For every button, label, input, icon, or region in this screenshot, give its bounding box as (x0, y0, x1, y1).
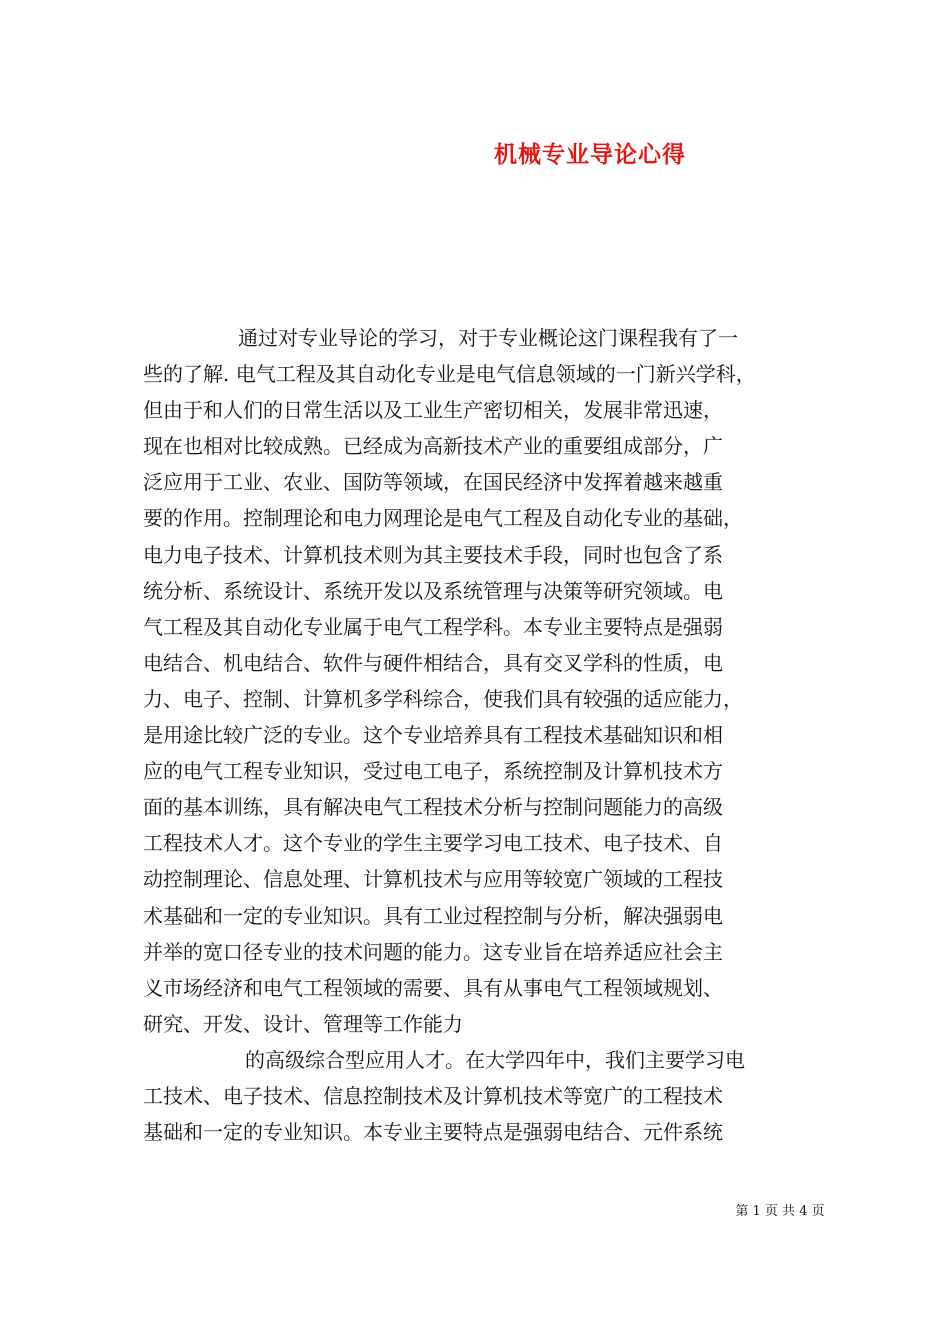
body-line: 研究、开发、设计、管理等工作能力 (143, 1011, 463, 1036)
body-line: 并举的宽口径专业的技术问题的能力。这专业旨在培养适应社会主 (143, 939, 723, 964)
body-line: 些的了解. 电气工程及其自动化专业是电气信息领域的一门新兴学科， (143, 362, 756, 387)
body-line: 电结合、机电结合、软件与硬件相结合，具有交叉学科的性质，电 (143, 650, 723, 675)
document-body (143, 320, 823, 1150)
body-line: 工技术、电子技术、信息控制技术及计算机技术等宽广的工程技术 (143, 1083, 723, 1108)
body-line: 是用途比较广泛的专业。这个专业培养具有工程技术基础知识和相 (143, 723, 723, 748)
body-line: 面的基本训练，具有解决电气工程技术分析与控制问题能力的高级 (143, 795, 723, 820)
body-line: 电力电子技术、计算机技术则为其主要技术手段，同时也包含了系 (143, 542, 723, 567)
body-line: 泛应用于工业、农业、国防等领域，在国民经济中发挥着越来越重 (143, 470, 723, 495)
document-title: 机械专业导论心得 (494, 141, 686, 168)
body-line: 工程技术人才。这个专业的学生主要学习电工技术、电子技术、自 (143, 831, 723, 856)
body-line: 力、电子、控制、计算机多学科综合，使我们具有较强的适应能力， (143, 686, 743, 711)
body-line: 通过对专业导论的学习，对于专业概论这门课程我有了一 (238, 326, 738, 350)
body-line: 气工程及其自动化专业属于电气工程学科。本专业主要特点是强弱 (143, 614, 723, 639)
body-line: 的高级综合型应用人才。在大学四年中，我们主要学习电 (245, 1047, 745, 1072)
body-line: 义市场经济和电气工程领域的需要、具有从事电气工程领域规划、 (143, 975, 723, 1000)
body-line: 动控制理论、信息处理、计算机技术与应用等较宽广领域的工程技 (143, 867, 723, 892)
body-line: 统分析、系统设计、系统开发以及系统管理与决策等研究领域。电 (143, 578, 723, 603)
body-line: 基础和一定的专业知识。本专业主要特点是强弱电结合、元件系统 (143, 1120, 723, 1145)
body-line: 应的电气工程专业知识，受过电工电子，系统控制及计算机技术方 (143, 759, 723, 784)
page-number: 第 1 页 共 4 页 (735, 1204, 825, 1219)
body-line: 术基础和一定的专业知识。具有工业过程控制与分析，解决强弱电 (143, 903, 723, 928)
body-line: 要的作用。控制理论和电力网理论是电气工程及自动化专业的基础， (143, 506, 743, 531)
body-line: 但由于和人们的日常生活以及工业生产密切相关，发展非常迅速， (143, 398, 723, 423)
body-line: 现在也相对比较成熟。已经成为高新技术产业的重要组成部分，广 (143, 434, 723, 459)
